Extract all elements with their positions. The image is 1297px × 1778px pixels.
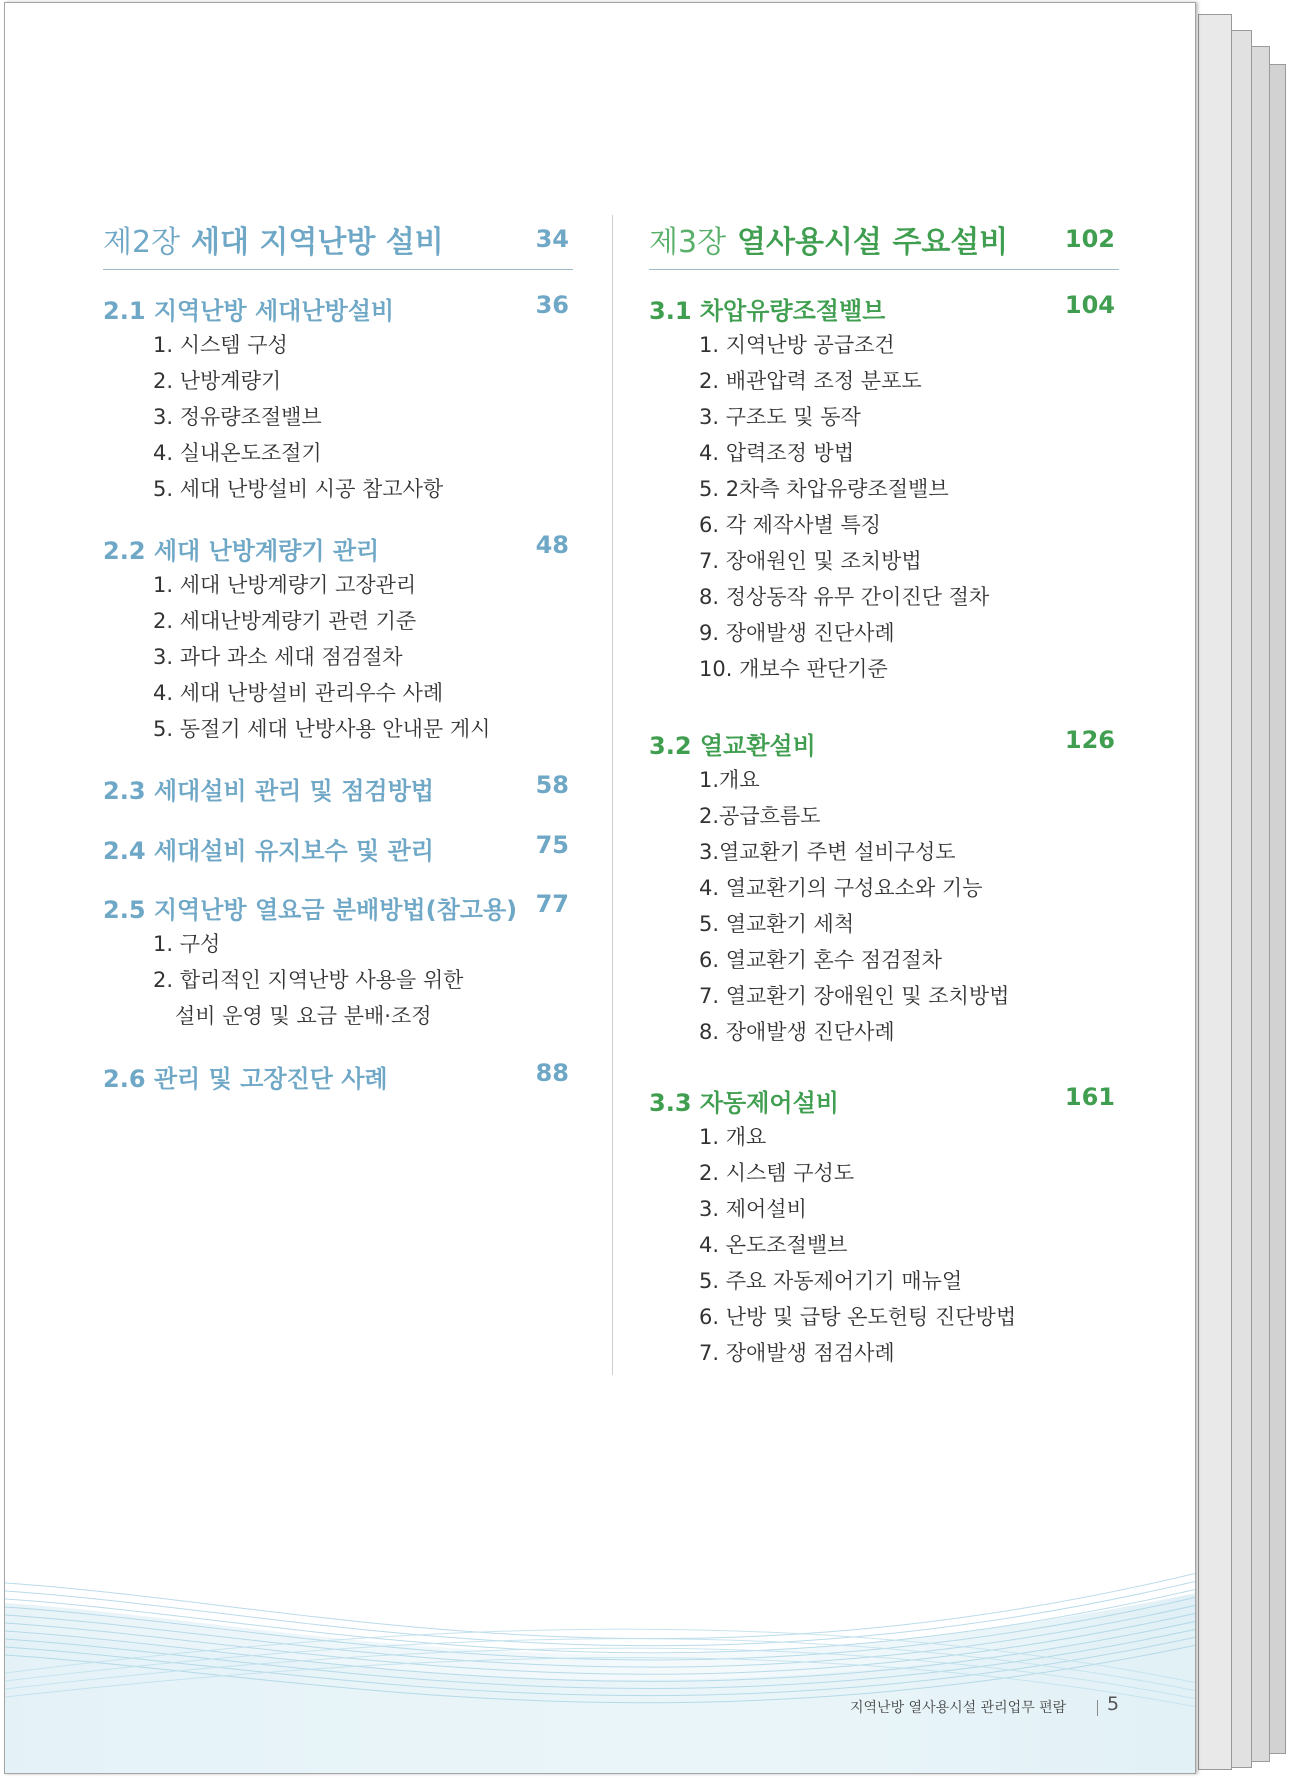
section-heading[interactable] <box>649 722 1119 762</box>
section-item-list <box>103 327 573 507</box>
toc-item[interactable]: 2. 난방계량기 <box>153 369 282 393</box>
section-page-number: 75 <box>535 831 569 859</box>
toc-item[interactable]: 1. 지역난방 공급조건 <box>699 333 895 357</box>
section-2-5 <box>103 886 573 1034</box>
toc-item[interactable]: 8. 정상동작 유무 간이진단 절차 <box>699 585 990 609</box>
chapter-3-column <box>649 211 1119 1365</box>
toc-item-line: 2. 합리적인 지역난방 사용을 위한 <box>153 968 464 992</box>
page-edge <box>1198 14 1232 1770</box>
section-2-3 <box>103 767 573 807</box>
toc-item-line-continued: 설비 운영 및 요금 분배·조정 <box>175 1004 432 1028</box>
toc-item[interactable]: 6. 열교환기 혼수 점검절차 <box>699 948 942 972</box>
chapter-2-column <box>103 211 573 1093</box>
section-heading[interactable] <box>103 886 573 926</box>
decorative-wave-graphic <box>5 1563 1196 1774</box>
section-page-number: 161 <box>1064 1083 1115 1111</box>
section-3-1 <box>649 287 1119 687</box>
section-heading[interactable] <box>103 527 573 567</box>
toc-item-wrapped[interactable] <box>153 962 573 1034</box>
section-title: 3.2 열교환설비 <box>649 732 816 760</box>
toc-item[interactable]: 9. 장애발생 진단사례 <box>699 621 895 645</box>
toc-item[interactable]: 4. 온도조절밸브 <box>699 1233 848 1257</box>
chapter-title: 열사용시설 주요설비 <box>737 225 1009 260</box>
toc-item[interactable]: 2. 시스템 구성도 <box>699 1161 855 1185</box>
toc-item[interactable]: 2.공급흐름도 <box>699 804 821 828</box>
section-page-number: 104 <box>1064 291 1115 319</box>
section-item-list <box>649 1119 1119 1371</box>
toc-item[interactable]: 4. 실내온도조절기 <box>153 441 322 465</box>
toc-item[interactable]: 1.개요 <box>699 768 760 792</box>
section-item-list <box>103 926 573 1034</box>
toc-item[interactable]: 3.열교환기 주변 설비구성도 <box>699 840 956 864</box>
section-page-number: 77 <box>535 890 569 918</box>
toc-item[interactable]: 7. 열교환기 장애원인 및 조치방법 <box>699 984 1010 1008</box>
section-page-number: 36 <box>535 291 569 319</box>
footer-book-title: 지역난방 열사용시설 관리업무 편람 <box>850 1700 1067 1716</box>
section-heading[interactable] <box>103 827 573 867</box>
section-heading[interactable] <box>649 287 1119 327</box>
section-3-2 <box>649 722 1119 1050</box>
toc-item[interactable]: 2. 배관압력 조정 분포도 <box>699 369 922 393</box>
toc-item[interactable]: 6. 각 제작사별 특징 <box>699 513 882 537</box>
toc-item[interactable]: 7. 장애발생 점검사례 <box>699 1341 895 1365</box>
toc-item[interactable]: 5. 열교환기 세척 <box>699 912 855 936</box>
toc-item[interactable]: 4. 열교환기의 구성요소와 기능 <box>699 876 983 900</box>
toc-item[interactable]: 1. 세대 난방계량기 고장관리 <box>153 573 417 597</box>
toc-item[interactable]: 3. 정유량조절밸브 <box>153 405 322 429</box>
section-title: 3.1 차압유량조절밸브 <box>649 297 886 325</box>
toc-item[interactable]: 2. 세대난방계량기 관련 기준 <box>153 609 417 633</box>
toc-item[interactable]: 4. 세대 난방설비 관리우수 사례 <box>153 681 444 705</box>
toc-item[interactable]: 3. 과다 과소 세대 점검절차 <box>153 645 403 669</box>
section-title: 2.5 지역난방 열요금 분배방법(참고용) <box>103 896 518 924</box>
toc-item[interactable]: 10. 개보수 판단기준 <box>699 657 888 681</box>
section-page-number: 88 <box>535 1059 569 1087</box>
section-heading[interactable] <box>103 767 573 807</box>
toc-item[interactable]: 1. 구성 <box>153 932 221 956</box>
toc-item[interactable]: 5. 2차측 차압유량조절밸브 <box>699 477 949 501</box>
section-title: 3.3 자동제어설비 <box>649 1089 839 1117</box>
section-title: 2.1 지역난방 세대난방설비 <box>103 297 395 325</box>
chapter-title: 세대 지역난방 설비 <box>191 225 444 260</box>
chapter-2-heading[interactable] <box>103 211 573 270</box>
section-item-list <box>649 762 1119 1050</box>
toc-item[interactable]: 5. 동절기 세대 난방사용 안내문 게시 <box>153 717 491 741</box>
section-title: 2.3 세대설비 관리 및 점검방법 <box>103 777 434 805</box>
section-2-6 <box>103 1055 573 1095</box>
book-page <box>4 2 1196 1774</box>
toc-item[interactable]: 1. 개요 <box>699 1125 767 1149</box>
section-title: 2.2 세대 난방계량기 관리 <box>103 537 380 565</box>
section-heading[interactable] <box>649 1079 1119 1119</box>
toc-item[interactable]: 6. 난방 및 급탕 온도헌팅 진단방법 <box>699 1305 1017 1329</box>
section-item-list <box>103 567 573 747</box>
section-item-list <box>649 327 1119 687</box>
section-page-number: 48 <box>535 531 569 559</box>
column-divider <box>612 215 613 1375</box>
chapter-page-number: 102 <box>1064 225 1115 253</box>
section-page-number: 126 <box>1064 726 1115 754</box>
section-title: 2.4 세대설비 유지보수 및 관리 <box>103 837 434 865</box>
section-page-number: 58 <box>535 771 569 799</box>
toc-item[interactable]: 8. 장애발생 진단사례 <box>699 1020 895 1044</box>
section-heading[interactable] <box>103 1055 573 1095</box>
section-2-1 <box>103 287 573 507</box>
section-3-3 <box>649 1079 1119 1371</box>
chapter-prefix: 제2장 <box>103 225 181 260</box>
section-2-4 <box>103 827 573 867</box>
toc-item[interactable]: 5. 주요 자동제어기기 매뉴얼 <box>699 1269 963 1293</box>
toc-item[interactable]: 7. 장애원인 및 조치방법 <box>699 549 922 573</box>
chapter-prefix: 제3장 <box>649 225 727 260</box>
section-title: 2.6 관리 및 고장진단 사례 <box>103 1065 388 1093</box>
toc-item[interactable]: 4. 압력조정 방법 <box>699 441 855 465</box>
footer-page-number: 5 <box>1107 1693 1120 1715</box>
section-2-2 <box>103 527 573 747</box>
toc-item[interactable]: 5. 세대 난방설비 시공 참고사항 <box>153 477 444 501</box>
toc-item[interactable]: 1. 시스템 구성 <box>153 333 288 357</box>
section-heading[interactable] <box>103 287 573 327</box>
chapter-page-number: 34 <box>535 225 569 253</box>
chapter-3-heading[interactable] <box>649 211 1119 270</box>
footer-separator <box>1097 1700 1098 1716</box>
toc-item[interactable]: 3. 구조도 및 동작 <box>699 405 861 429</box>
toc-item[interactable]: 3. 제어설비 <box>699 1197 807 1221</box>
